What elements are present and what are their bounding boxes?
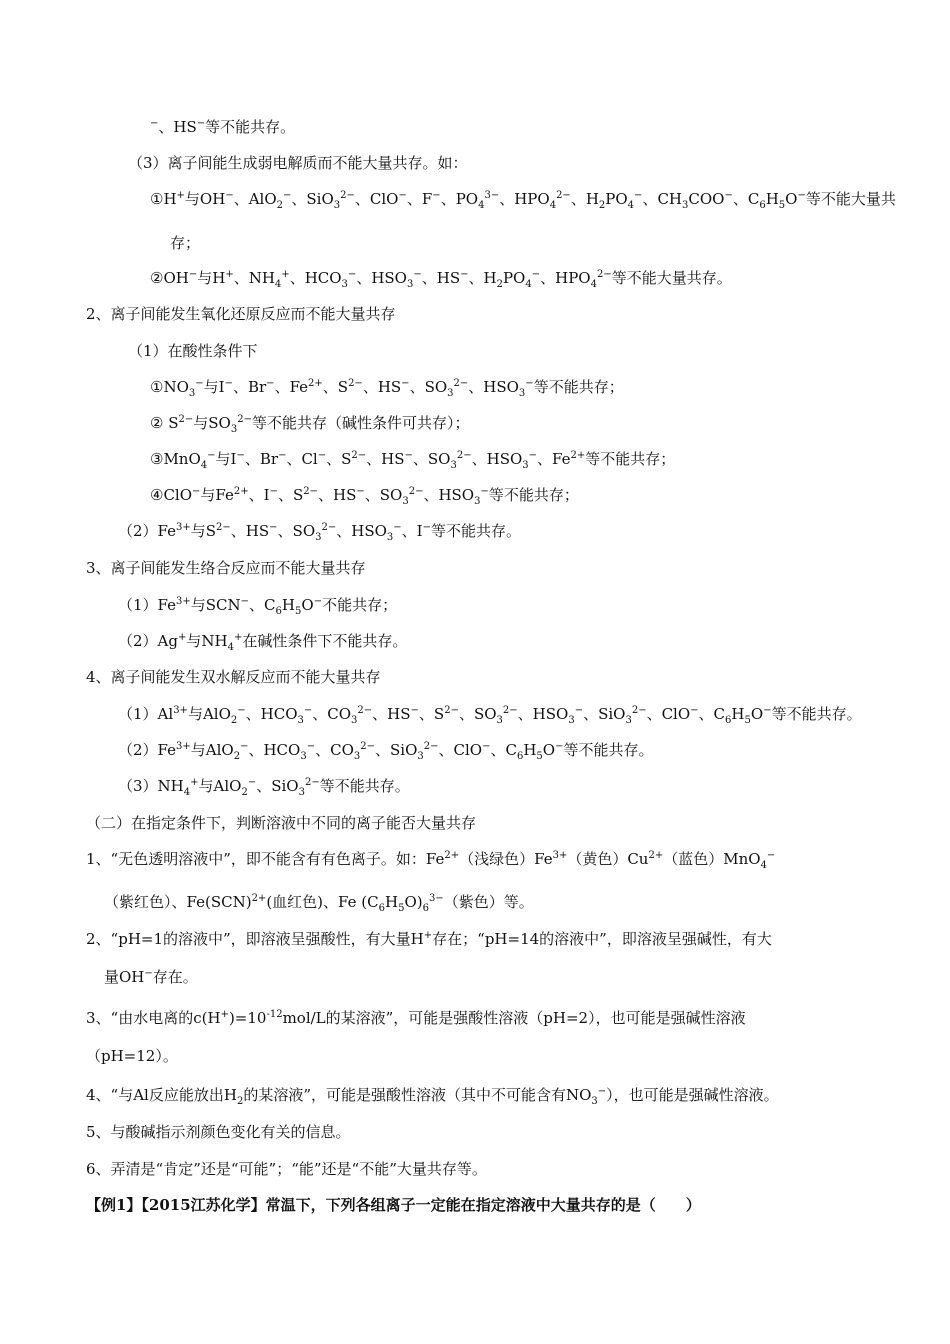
list-item: （2）Ag+与$NH_4^+$在碱性条件下不能共存。 xyxy=(118,632,408,653)
list-item: $(1)Al^{3+}$与AlO$_2$−、$HCO_3^-$、$CO_3^{2-}$、HS−、$S^{2-}$、$SO_3^{2-}$、$HSO_3^-$、SiO$_3^{2-}$、ClO−、$C_6H_5O^-$等不能共存。 xyxy=(118,705,862,726)
subsection-heading: $(2)Fe^{3+}$与$S^{2-}$、HS−、$SO_3^{2-}$、$HSO_3^-$、I−等不能共存。 xyxy=(118,522,522,543)
list-item: ② $S^{2-}$与$SO_3^{2-}$等不能共存（碱性条件可共存）； xyxy=(150,414,470,435)
list-item: ②OH−与H+、$NH_4^+$、$HCO_3^-$、$HSO_3^-$、HS−、$H_2PO_4^-$、$HPO_4^{2-}$等不能大量共存。 xyxy=(150,269,732,290)
text-line: −、HS−等不能共存。 xyxy=(150,118,296,136)
list-item: $(1)Fe^{3+}$与SCN−、$C_6H_5O^-$不能共存； xyxy=(118,596,398,617)
section-heading: 2、离子间能发生氧化还原反应而不能大量共存 xyxy=(86,305,396,323)
list-item: $(2)Fe^{3+}$与AlO$_2$−、$HCO_3^-$、$CO_3^{2-}$、SiO$_3^{2-}$、ClO−、$C_6H_5O^-$等不能共存。 xyxy=(118,741,654,762)
text-line: （pH=12）。 xyxy=(86,1047,178,1065)
section-heading: （二）在指定条件下，判断溶液中不同的离子能否大量共存 xyxy=(86,814,477,832)
subsection-heading: （3）离子间能生成弱电解质而不能大量共存。如： xyxy=(128,154,468,172)
text-line: 量OH−存在。 xyxy=(104,968,198,986)
example-question: 【例1】【2015江苏化学】常温下，下列各组离子一定能在指定溶液中大量共存的是（ ） xyxy=(86,1196,701,1214)
text-line: 存； xyxy=(170,234,201,252)
list-item: $(3)NH_4^+$与AlO$_2$−、SiO$_3^{2-}$等不能共存。 xyxy=(118,777,410,798)
text-line: （紫红色）、Fe(SCN)$^{2+}$(血红色)、Fe $(C_6H_5O)_6^{3-}$（紫色）等。 xyxy=(104,893,534,914)
list-item: ④ClO−与$Fe^{2+}$、I−、$S^{2-}$、HS−、$SO_3^{2-}$、$HSO_3^-$等不能共存； xyxy=(150,486,579,507)
list-item: ①H+与OH−、AlO$_2$−、SiO$_3^{2-}$、ClO−、F−、$PO_4^{3-}$、$HPO_4^{2-}$、$H_2PO_4^-$、$CH_3COO^-$、$C_6H_5O^-$等不能大量共 xyxy=(150,190,896,211)
list-item: 1、“无色透明溶液中”，即不能含有有色离子。如：$Fe^{2+}$（浅绿色）$Fe^{3+}$（黄色）$Cu^{2+}$（蓝色）MnO$_4$− xyxy=(86,850,776,871)
section-heading: 4、离子间能发生双水解反应而不能大量共存 xyxy=(86,668,381,686)
list-item: 4、“与Al反应能放出$H_2$的某溶液”，可能是强酸性溶液（其中不可能含有$NO_3^-$），也可能是强碱性溶液。 xyxy=(86,1086,779,1107)
list-item: $①NO_3^-$与I−、Br−、$Fe^{2+}$、$S^{2-}$、HS−、$SO_3^{2-}$、$HSO_3^-$等不能共存； xyxy=(150,378,624,399)
list-item: ③MnO$_4$−与I−、Br−、Cl−、$S^{2-}$、HS−、$SO_3^{2-}$、$HSO_3^-$、$Fe^{2+}$等不能共存； xyxy=(150,450,676,471)
list-item: 6、弄清是“肯定”还是“可能”；“能”还是“不能”大量共存等。 xyxy=(86,1160,487,1178)
list-item: 2、“pH=1的溶液中”，即溶液呈强酸性，有大量H+存在；“pH=14的溶液中”，即溶液呈强碱性，有大 xyxy=(86,930,772,948)
section-heading: 3、离子间能发生络合反应而不能大量共存 xyxy=(86,559,366,577)
subsection-heading: （1）在酸性条件下 xyxy=(128,342,258,360)
list-item: 3、“由水电离的$c(H^+)=10^{-12}mol/L$的某溶液”，可能是强酸性溶液（pH=2），也可能是强碱性溶液 xyxy=(86,1009,746,1027)
list-item: 5、与酸碱指示剂颜色变化有关的信息。 xyxy=(86,1123,351,1141)
